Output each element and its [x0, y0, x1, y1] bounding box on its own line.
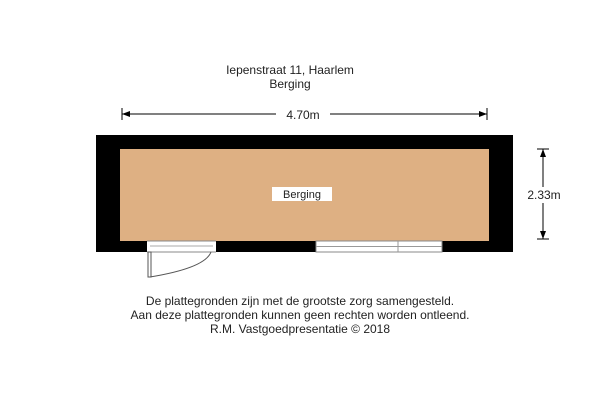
floor-subtitle: Berging: [269, 77, 311, 91]
address-title: Iepenstraat 11, Haarlem: [226, 63, 354, 77]
width-dimension-arrow-right: [479, 111, 487, 117]
depth-dimension-label: 2.33m: [527, 188, 561, 202]
disclaimer-line-1: De plattegronden zijn met de grootste zorg samengesteld.: [145, 294, 455, 308]
door-leaf: [148, 252, 151, 277]
room-label: Berging: [283, 189, 321, 201]
copyright-notice: R.M. Vastgoedpresentatie © 2018: [209, 322, 391, 336]
depth-dimension-arrow-bottom: [540, 231, 546, 239]
depth-dimension-arrow-top: [540, 149, 546, 157]
width-dimension-label: 4.70m: [286, 108, 320, 122]
width-dimension-arrow-left: [122, 111, 130, 117]
disclaimer-line-2: Aan deze plattegronden kunnen geen rechten worden ontleend.: [130, 308, 470, 322]
door-swing-arc: [150, 252, 211, 277]
